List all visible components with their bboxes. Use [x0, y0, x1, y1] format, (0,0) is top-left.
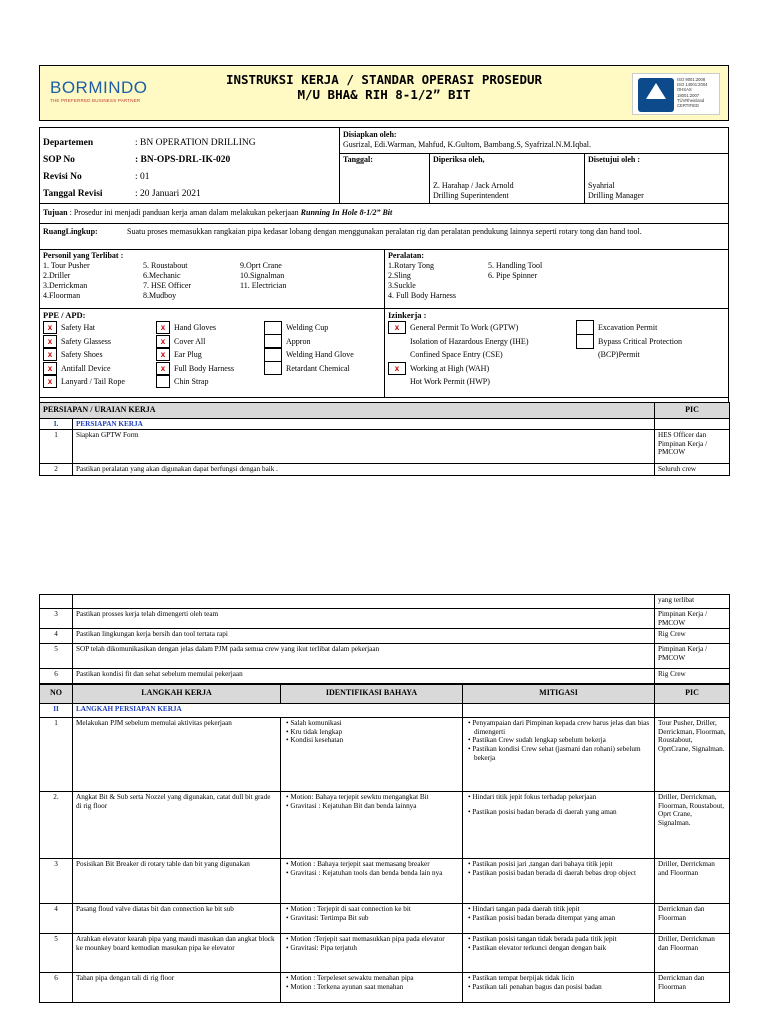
izin-bcp[interactable]: Bypass Critical Protection: [576, 335, 725, 349]
ppe-ear-plug[interactable]: x Ear Plug: [156, 348, 264, 362]
peralatan: Peralatan: 1.Rotary Tong 2.Sling 3.Suckle 4. Full Body Harness 5. Handling Tool 6. Pipe Spinner: [388, 251, 543, 300]
cert-text: ISO 9001:2008 ISO 14001:2004 OHSAS 18001:2007 TÜVRheinland CERTIFIED: [677, 77, 708, 109]
ppe: PPE / APD: x Safety Hat x Safety Glassess x Safety Shoes x Antifall Device x Lanyard / Tail Rope x Hand Gloves x Cover All x Ear Plug x Full Body Harness Chin Strap Welding Cup Appron Welding Hand Glove Retardant Chemical: [40, 309, 385, 397]
table-row: 6 Tahan pipa dengan tali di rig floor • Motion : Terpeleset sewaktu menahan pipa • Motion : Terkena ayunan saat menahan • Pastikan tempat berpijak tidak licin • Pastikan tali penahan bagus dan posisi badan Derrickman dan Floorman: [40, 973, 730, 1003]
table-row: 4 Pastikan lingkungan kerja bersih dan tool tertata rapi Rig Crew: [40, 629, 730, 644]
table-row: 2. Angkat Bit & Sub serta Nozzel yang digunakan, catat dull bit grade di rig floor • Motion: Bahaya terjepit sewktu mengangkat Bit • Gravitasi : Kejatuhan Bit dan benda lainnya • Hindari titik jepit fokus terhadap pekerjaan • Pastikan posisi badan berada di daerah yang aman Driller, Derrickman, Floorman, Roustabout, Oprt Crane, Signalman.: [40, 792, 730, 859]
tanggal-value: : 20 Januari 2021: [135, 188, 201, 199]
ppe-safety-shoes[interactable]: x Safety Shoes: [43, 348, 156, 362]
personil-peralatan: [39, 250, 729, 309]
ppe-izin: [39, 309, 729, 398]
title-line-1: INSTRUKSI KERJA / STANDAR OPERASI PROSEDUR: [225, 72, 543, 87]
company-tagline: THE PREFERRED BUSINESS PARTNER: [50, 98, 141, 103]
ppe-safety-glasses[interactable]: x Safety Glassess: [43, 335, 156, 349]
izin-excavation[interactable]: Excavation Permit: [576, 321, 725, 335]
table-row: 3 Pastikan prosses kerja telah dimengerti oleh team Pimpinan Kerja / PMCOW: [40, 609, 730, 629]
ppe-col-2: [156, 321, 264, 389]
ppe-col-1: [43, 321, 156, 389]
revisi-value: : 01: [135, 171, 150, 182]
ppe-chin-strap[interactable]: Chin Strap: [156, 375, 264, 389]
disetujui-cell: Disetujui oleh : Syahrial Drilling Manager: [588, 155, 644, 200]
title-line-2: M/U BHA& RIH 8-1/2” BIT: [297, 87, 471, 102]
prepared-by: Gusrizal, Edi.Warman, Mahfud, K.Gultom, Bambang.S, Syafrizal.N.M.Iqbal.: [343, 140, 591, 149]
info-left: Departemen : BN OPERATION DRILLING SOP No : BN-OPS-DRL-IK-020 Revisi No : 01 Tanggal Revisi : 20 Januari 2021: [40, 128, 340, 203]
table-row: 1 Siapkan GPTW Form HES Officer dan Pimpinan Kerja / PMCOW: [40, 430, 730, 464]
ppe-lanyard[interactable]: x Lanyard / Tail Rope: [43, 375, 156, 389]
ppe-safety-hat[interactable]: x Safety Hat: [43, 321, 156, 335]
persiapan-table-p1: PERSIAPAN / URAIAN KERJA PIC I. PERSIAPAN KERJA 1 Siapkan GPTW Form HES Officer dan Pimpinan Kerja / PMCOW 2 Pastikan peralatan yang akan digunakan dapat berfungsi dengan baik . Seluruh crew: [39, 402, 730, 476]
ppe-retardant[interactable]: Retardant Chemical: [264, 362, 381, 376]
departemen-value: : BN OPERATION DRILLING: [135, 137, 256, 148]
document-page-2: [39, 594, 729, 1003]
ppe-hand-gloves[interactable]: x Hand Gloves: [156, 321, 264, 335]
ppe-col-3: [264, 321, 381, 389]
document-header: [39, 65, 729, 121]
company-logo: [50, 78, 150, 103]
certification-badge: [632, 73, 720, 115]
persiapan-table-p2: yang terlibat 3 Pastikan prosses kerja telah dimengerti oleh team Pimpinan Kerja / PMCOW 4 Pastikan lingkungan kerja bersih dan tool tertata rapi Rig Crew 5 SOP telah dikomunikasikan dengan jelas dalam PJM pada semua crew yang ikut terlibat dalam pekerjaan Pimpinan Kerja / PMCOW 6 Pastikan kondisi fit dan sehat sebelum memulai pekerjaan Rig Crew: [39, 594, 730, 684]
table-row: 3 Posisikan Bit Breaker di rotary table dan bit yang digunakan • Motion : Bahaya terjepit saat memasang breaker • Gravitasi : Kejatuhan tools dan benda benda lain nya • Pastikan posisi jari ,tangan dari bahaya titik jepit • Pastikan posisi badan berada di daerah bebas drop object Driller, Derrickman and Floorman: [40, 859, 730, 904]
diperiksa-cell: Diperiksa oleh, Z. Harahap / Jack Arnold Drilling Superintendent: [430, 154, 585, 203]
table-row: 1 Melakukan PJM sebelum memulai aktivitas pekerjaan • Salah komunikasi • Kru tidak lengkap • Kondisi kesehatan • Penyampaian dari Pimpinan kepada crew harus jelas dan bias dimengerti • Pastikan Crew sudah lengkap sebelum bekerja • Pastikan kondisi Crew sehat (jasmani dan rohani) sebelum bekerja Tour Pusher, Driller, Derrickman, Floorman, Roustabout, OprtCrane, Signalman.: [40, 718, 730, 792]
izin-cse[interactable]: Confined Space Entry (CSE): [410, 350, 503, 360]
ppe-antifall[interactable]: x Antifall Device: [43, 362, 156, 376]
izin-hwp[interactable]: Hot Work Permit (HWP): [410, 377, 490, 387]
document-title: [180, 72, 588, 102]
section-title-persiapan: PERSIAPAN KERJA: [73, 418, 655, 430]
tujuan: Tujuan : Prosedur ini menjadi panduan kerja aman dalam melakukan pekerjaan Running In Hole 8-1/2” Bit: [39, 204, 729, 224]
table-row: 5 SOP telah dikomunikasikan dengan jelas dalam PJM pada semua crew yang ikut terlibat dalam pekerjaan Pimpinan Kerja / PMCOW: [40, 644, 730, 669]
izin-wah[interactable]: x Working at High (WAH): [388, 362, 576, 376]
table-row: 4 Pasang floud valve diatas bit dan connection ke bit sub • Motion : Terjepit di saat connection ke bit • Gravitasi: Tertimpa Bit sub • Hindari tangan pada daerah titik jepit • Pastikan posisi badan berada ditempat yang aman Derrickman dan Floorman: [40, 904, 730, 934]
ruang-lingkup: RuangLingkup: Suatu proses memasukkan rangkaian pipa kedasar lobang dengan menggunakan peralatan rig dan peralatan pendukung lainnya seperti rotary tong dan hand tool.: [39, 224, 729, 250]
langkah-table: NO LANGKAH KERJA IDENTIFIKASI BAHAYA MITIGASI PIC II LANGKAH PERSIAPAN KERJA 1 Melakukan PJM sebelum memulai aktivitas pekerjaan • Salah komunikasi • Kru tidak lengkap • Kondisi kesehatan • Penyampaian dari Pimpinan kepada crew harus jelas dan bias dimengerti • Pastikan Crew sudah lengkap sebelum bekerja • Pastikan kondisi Crew sehat (jasmani dan rohani) sebelum bekerja Tour Pusher, Driller, Derrickman, Floorman, Roustabout, OprtCrane, Signalman. 2. Angkat Bit & Sub serta Nozzel yang digunakan, catat dull bit grade di rig floor • Motion: Bahaya terjepit sewktu mengangkat Bit • Gravitasi : Kejatuhan Bit dan benda lainnya • Hindari titik jepit fokus terhadap pekerjaan • Pastikan posisi badan berada di daerah yang aman Driller, Derrickman, Floorman, Roustabout, Oprt Crane, Signalman. 3 Posisikan Bit Breaker di rotary table dan bit yang digunakan • Motion : Bahaya terjepit saat memasang breaker • Gravitasi : Kejatuhan tools dan benda benda lain nya • Pastikan posisi jari ,tangan dari bahaya titik jepit • Pastikan posisi badan berada di daerah bebas drop object Driller, Derrickman and Floorman 4 Pasang floud valve diatas bit dan connection ke bit sub • Motion : Terjepit di saat connection ke bit • Gravitasi: Tertimpa Bit sub • Hindari tangan pada daerah titik jepit • Pastikan posisi badan berada ditempat yang aman Derrickman dan Floorman 5 Arahkan elevator kearah pipa yang maudi masukan dan angkat block ke mounkey board kemudian masukan pipa ke elevator • Motion :Terjepit saat memasukkan pipa pada elevator • Gravitasi: Pipa terjatuh • Pastikan posisi tangan tidak berada pada titik jepit • Pastikan elevator terkunci dengan dengan baik Driller, Derrickman dan Floorman 6 Tahan pipa dengan tali di rig floor • Motion : Terpeleset sewaktu menahan pipa • Motion : Terkena ayunan saat menahan • Pastikan tempat berpijak tidak licin • Pastikan tali penahan bagus dan posisi badan Derrickman dan Floorman: [39, 684, 730, 1003]
izin-kerja: Izinkerja : x General Permit To Work (GPTW) Isolation of Hazardous Energy (IHE) Confined Space Entry (CSE) x Working at High (WAH) Hot Work Permit (HWP) Excavation Permit Bypass Critical Protection (BCP)Permit: [385, 309, 728, 397]
document-page-1: [39, 65, 729, 476]
table-row: 6 Pastikan kondisi fit dan sehat sebelum memulai pekerjaan Rig Crew: [40, 669, 730, 684]
izin-gptw[interactable]: x General Permit To Work (GPTW): [388, 321, 576, 335]
ppe-cover-all[interactable]: x Cover All: [156, 335, 264, 349]
ppe-full-body-harness[interactable]: x Full Body Harness: [156, 362, 264, 376]
document-info: [39, 127, 729, 204]
sop-value: : BN-OPS-DRL-IK-020: [135, 154, 231, 165]
ppe-welding-glove[interactable]: Welding Hand Glove: [264, 348, 381, 362]
table-row: 2 Pastikan peralatan yang akan digunakan dapat berfungsi dengan baik . Seluruh crew: [40, 464, 730, 476]
tuv-triangle-icon: [638, 78, 674, 112]
company-name: BORMINDO: [50, 78, 148, 97]
section-title-langkah: LANGKAH PERSIAPAN KERJA: [73, 704, 463, 718]
ppe-welding-cup[interactable]: Welding Cup: [264, 321, 381, 335]
izin-ihe[interactable]: Isolation of Hazardous Energy (IHE): [410, 336, 529, 346]
table-row: 5 Arahkan elevator kearah pipa yang maudi masukan dan angkat block ke mounkey board kemudian masukan pipa ke elevator • Motion :Terjepit saat memasukkan pipa pada elevator • Gravitasi: Pipa terjatuh • Pastikan posisi tangan tidak berada pada titik jepit • Pastikan elevator terkunci dengan dengan baik Driller, Derrickman dan Floorman: [40, 934, 730, 973]
ppe-appron[interactable]: Appron: [264, 335, 381, 349]
personil: Personil yang Terlibat : 1. Tour Pusher 2.Driller 3.Derrickman 4.Floorman 5. Roustabout 6.Mechanic 7. HSE Officer 8.Mudboy 9.Oprt Crane 10.Signalman 11. Electrician: [40, 250, 385, 308]
info-right: Disiapkan oleh: Gusrizal, Edi.Warman, Mahfud, K.Gultom, Bambang.S, Syafrizal.N.M.Iqbal. Tanggal: Diperiksa oleh, Z. Harahap / Jack Arnold Drilling Superintendent Disetujui oleh : Syahrial Drilling Manager: [340, 128, 728, 203]
